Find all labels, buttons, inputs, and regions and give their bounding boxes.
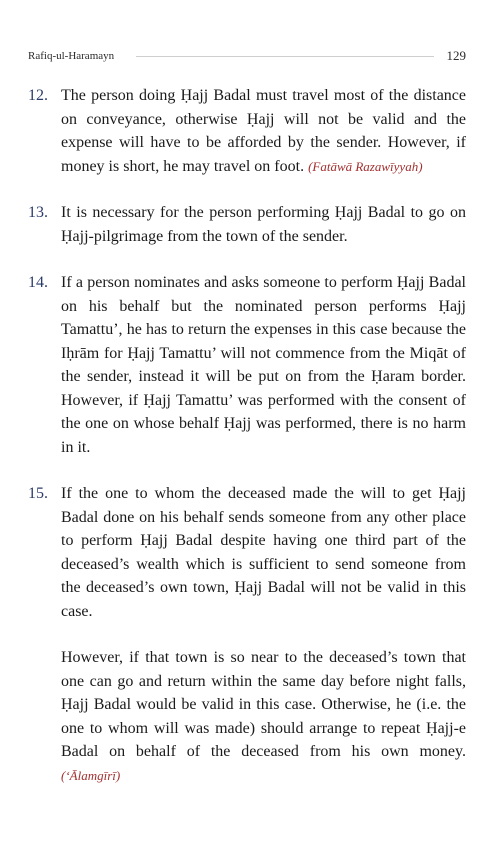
item-paragraph [61, 84, 466, 178]
item-number: 15. [28, 485, 48, 502]
paragraph-text: The person doing Ḥajj Badal must travel most of the distance on conveyance, otherwise Ḥajj will not be valid and the expense will have to be afforded by the sender. However, if money is short, he may travel on foot. [61, 87, 466, 175]
page-number: 129 [446, 48, 466, 63]
citation: (Fatāwā Razawīyyah) [308, 158, 423, 174]
list-item-13 [28, 201, 466, 248]
item-paragraph [61, 646, 466, 787]
item-body [61, 84, 466, 178]
list-item-14 [28, 271, 466, 459]
running-header [28, 48, 466, 64]
item-paragraph [61, 201, 466, 248]
item-body [61, 201, 466, 248]
paragraph-text: If the one to whom the deceased made the will to get Ḥajj Badal done on his behalf sends someone from any other place to perform Ḥajj Badal despite having one third part of the deceased’s wealth which is sufficient to send someone from the deceased’s own town, Ḥajj Badal will not be valid in this case. [61, 485, 466, 620]
item-number: 14. [28, 274, 48, 291]
list-item-15 [28, 482, 466, 787]
citation: (‘Ālamgīrī) [61, 767, 121, 783]
page-content [28, 84, 466, 810]
list-item-12 [28, 84, 466, 178]
item-number: 12. [28, 87, 48, 104]
item-paragraph [61, 271, 466, 459]
paragraph-text: If a person nominates and asks someone to perform Ḥajj Badal on his behalf but the nominated person performs Ḥajj Tamattu’, he has to return the expenses in this case because the Iḥrām for Ḥajj Tamattu’ will not commence from the Miqāt of the sender, instead it will be put on from the Ḥaram border. However, if Ḥajj Tamattu’ was performed with the consent of the one on whose behalf Ḥajj was performed, there is no harm in it. [61, 274, 466, 456]
paragraph-text: However, if that town is so near to the deceased’s town that one can go and return within the same day before night falls, Ḥajj Badal would be valid in this case. Otherwise, he (i.e. the one to whom will was made) should arrange to repeat Ḥajj-e Badal on behalf of the deceased from his own money. [61, 649, 466, 760]
header-rule [136, 56, 434, 57]
item-body [61, 482, 466, 787]
item-body [61, 271, 466, 459]
book-title: Rafiq-ul-Haramayn [28, 50, 115, 62]
paragraph-text: It is necessary for the person performing Ḥajj Badal to go on Ḥajj-pilgrimage from the town of the sender. [61, 204, 466, 245]
item-paragraph [61, 482, 466, 623]
item-number: 13. [28, 204, 48, 221]
